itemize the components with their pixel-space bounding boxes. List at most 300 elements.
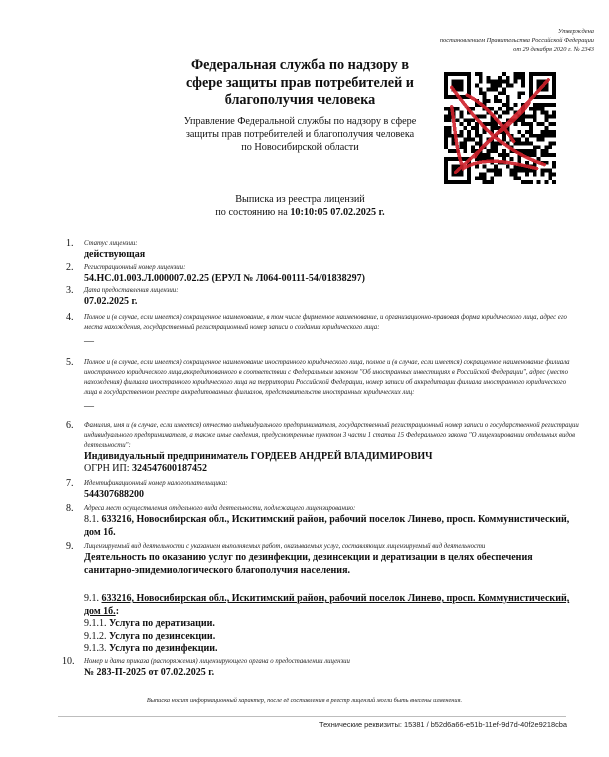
qr-module: [502, 149, 506, 153]
item-number: 1.: [66, 238, 74, 249]
qr-module: [459, 130, 463, 134]
extract-title: Выписка из реестра лицензий: [235, 194, 365, 205]
qr-module: [510, 107, 514, 111]
qr-module: [475, 142, 479, 146]
qr-module: [494, 84, 498, 88]
approval-line-1: Утверждена: [557, 28, 594, 35]
item-inn: [60, 478, 580, 502]
qr-module: [548, 103, 552, 107]
qr-module: [544, 111, 548, 115]
qr-module: [467, 176, 471, 180]
qr-module: [459, 80, 463, 84]
qr-code-icon: [444, 72, 556, 184]
item-order: [60, 656, 580, 680]
item-number: 8.: [66, 503, 74, 514]
qr-module: [548, 172, 552, 176]
qr-module: [463, 138, 467, 142]
qr-module: [514, 103, 518, 107]
qr-module: [483, 114, 487, 118]
qr-module: [506, 84, 510, 88]
item-value: № 283-П-2025 от 07.02.2025 г.: [84, 666, 215, 678]
qr-module: [529, 180, 533, 184]
qr-module: [475, 130, 479, 134]
qr-module: [463, 142, 467, 146]
qr-module: [525, 161, 529, 165]
qr-module: [444, 157, 448, 161]
qr-module: [541, 72, 545, 76]
qr-module: [498, 169, 502, 173]
qr-module: [490, 80, 494, 84]
qr-module: [544, 153, 548, 157]
qr-module: [502, 103, 506, 107]
qr-module: [456, 80, 460, 84]
qr-module: [548, 142, 552, 146]
qr-module: [541, 153, 545, 157]
qr-module: [459, 87, 463, 91]
qr-module: [541, 107, 545, 111]
qr-module: [506, 111, 510, 115]
qr-module: [490, 107, 494, 111]
qr-module: [456, 180, 460, 184]
qr-module: [452, 149, 456, 153]
as-of-prefix: по состоянию на: [215, 206, 288, 218]
qr-module: [510, 172, 514, 176]
qr-module: [448, 114, 452, 118]
qr-module: [498, 80, 502, 84]
department-name: Управление Федеральной службы по надзору в сфере защиты прав потребителей и благополучия человека по Новосибирской области: [183, 116, 417, 153]
qr-module: [510, 169, 514, 173]
item-value: 544307688200: [84, 488, 144, 500]
qr-module: [486, 169, 490, 173]
qr-module: [483, 153, 487, 157]
qr-module: [444, 145, 448, 149]
qr-module: [463, 180, 467, 184]
qr-module: [490, 122, 494, 126]
qr-module: [486, 87, 490, 91]
qr-module: [456, 72, 460, 76]
qr-module: [514, 76, 518, 80]
qr-module: [552, 72, 556, 76]
qr-module: [552, 95, 556, 99]
qr-module: [514, 169, 518, 173]
qr-module: [548, 72, 552, 76]
activity-address-line: [84, 593, 580, 618]
item-label: Номер и дата приказа (распоряжения) лицензирующего органа о предоставлении лицензии: [84, 657, 350, 665]
footer-divider: [58, 716, 566, 717]
qr-module: [541, 122, 545, 126]
qr-module: [475, 84, 479, 88]
qr-module: [494, 149, 498, 153]
qr-module: [467, 122, 471, 126]
qr-module: [459, 134, 463, 138]
qr-module: [463, 126, 467, 130]
qr-module: [529, 126, 533, 130]
qr-module: [502, 72, 506, 76]
qr-module: [490, 118, 494, 122]
qr-module: [467, 134, 471, 138]
qr-module: [444, 138, 448, 142]
qr-module: [448, 149, 452, 153]
qr-module: [510, 84, 514, 88]
qr-module: [552, 165, 556, 169]
qr-module: [498, 76, 502, 80]
qr-module: [463, 72, 467, 76]
qr-module: [444, 95, 448, 99]
item-entrepreneur: [60, 420, 580, 476]
qr-module: [517, 142, 521, 146]
qr-module: [459, 111, 463, 115]
qr-module: [475, 126, 479, 130]
qr-module: [452, 80, 456, 84]
qr-module: [533, 72, 537, 76]
qr-module: [529, 72, 533, 76]
qr-module: [479, 138, 483, 142]
item-number: 10.: [62, 655, 75, 667]
tech-label: Технические реквизиты:: [319, 720, 402, 729]
qr-module: [467, 87, 471, 91]
qr-module: [494, 142, 498, 146]
qr-module: [514, 176, 518, 180]
sub-number: 9.1.1.: [84, 618, 107, 629]
approval-line-3: от 29 декабря 2020 г. № 2343: [513, 46, 594, 53]
qr-module: [467, 118, 471, 122]
item-label: Дата предоставления лицензии:: [84, 287, 179, 294]
qr-module: [521, 134, 525, 138]
qr-module: [490, 87, 494, 91]
qr-module: [471, 149, 475, 153]
qr-module: [471, 118, 475, 122]
qr-module: [537, 180, 541, 184]
qr-module: [494, 172, 498, 176]
qr-module: [552, 161, 556, 165]
qr-module: [529, 130, 533, 134]
item-reg-number: [60, 262, 580, 286]
qr-module: [541, 103, 545, 107]
qr-module: [498, 91, 502, 95]
qr-module: [517, 76, 521, 80]
qr-module: [541, 134, 545, 138]
qr-module: [533, 118, 537, 122]
qr-module: [544, 118, 548, 122]
qr-module: [521, 118, 525, 122]
qr-module: [490, 149, 494, 153]
qr-module: [548, 122, 552, 126]
item-value: Индивидуальный предприниматель ГОРДЕЕВ АНДРЕЙ ВЛАДИМИРОВИЧ: [84, 450, 433, 462]
qr-module: [494, 169, 498, 173]
qr-module: [537, 122, 541, 126]
qr-module: [541, 130, 545, 134]
qr-module: [533, 111, 537, 115]
qr-module: [463, 149, 467, 153]
qr-module: [506, 103, 510, 107]
qr-module: [525, 122, 529, 126]
qr-module: [533, 134, 537, 138]
qr-module: [529, 76, 533, 80]
qr-module: [517, 91, 521, 95]
qr-module: [529, 142, 533, 146]
qr-module: [514, 172, 518, 176]
qr-module: [479, 87, 483, 91]
qr-module: [552, 111, 556, 115]
qr-module: [541, 95, 545, 99]
qr-module: [517, 157, 521, 161]
qr-module: [544, 134, 548, 138]
qr-module: [525, 142, 529, 146]
qr-module: [529, 149, 533, 153]
item-label: Фамилия, имя и (в случае, если имеется) отчество индивидуального предпринимателя, государственный регистрационный номер записи о государственной регистрации индивидуального предпринимателя, а также иные сведения, предусмотренные пунктом 3 части 1 статьи 15 Федерального закона "О лицензировании отдельных видов деятельности":: [84, 421, 579, 449]
qr-module: [467, 172, 471, 176]
qr-module: [548, 145, 552, 149]
tech-value: 15381 / b52d6a66-e51b-11ef-9d7d-40f2e9218cba: [403, 720, 567, 729]
qr-module: [490, 176, 494, 180]
qr-module: [521, 169, 525, 173]
qr-module: [506, 107, 510, 111]
qr-module: [506, 95, 510, 99]
qr-module: [521, 114, 525, 118]
qr-module: [552, 130, 556, 134]
qr-module: [548, 169, 552, 173]
qr-module: [552, 142, 556, 146]
qr-module: [517, 169, 521, 173]
qr-module: [444, 134, 448, 138]
qr-module: [533, 149, 537, 153]
qr-module: [444, 87, 448, 91]
qr-module: [494, 111, 498, 115]
qr-module: [529, 114, 533, 118]
qr-module: [494, 126, 498, 130]
qr-module: [541, 169, 545, 173]
qr-module: [479, 91, 483, 95]
qr-module: [552, 172, 556, 176]
sub-number: 9.1.3.: [84, 643, 107, 654]
service-line: [84, 618, 580, 631]
qr-module: [525, 180, 529, 184]
item-issue-date: [60, 285, 580, 309]
qr-module: [486, 99, 490, 103]
qr-module: [548, 134, 552, 138]
qr-module: [486, 180, 490, 184]
ogrn-value: 324547600187452: [132, 463, 208, 474]
qr-module: [444, 107, 448, 111]
qr-module: [475, 72, 479, 76]
item-value: действующая: [84, 249, 146, 260]
qr-module: [444, 161, 448, 165]
qr-module: [459, 72, 463, 76]
qr-module: [510, 157, 514, 161]
sub-number: 9.1.2.: [84, 630, 107, 642]
qr-module: [521, 80, 525, 84]
qr-module: [529, 91, 533, 95]
qr-module: [444, 84, 448, 88]
qr-module: [459, 122, 463, 126]
qr-module: [452, 95, 456, 99]
qr-module: [467, 130, 471, 134]
qr-module: [541, 111, 545, 115]
qr-module: [475, 176, 479, 180]
item-locations: [60, 503, 580, 539]
qr-module: [494, 95, 498, 99]
qr-module: [459, 145, 463, 149]
license-items: [60, 238, 580, 679]
qr-module: [552, 103, 556, 107]
qr-module: [448, 95, 452, 99]
qr-module: [544, 103, 548, 107]
item-number: 2.: [66, 261, 74, 273]
qr-module: [502, 87, 506, 91]
qr-module: [498, 153, 502, 157]
approval-line-2: постановлением Правительства Российской Федерации: [439, 37, 594, 44]
qr-module: [521, 76, 525, 80]
qr-module: [483, 91, 487, 95]
qr-module: [517, 138, 521, 142]
qr-module: [544, 114, 548, 118]
qr-module: [498, 99, 502, 103]
qr-module: [521, 122, 525, 126]
qr-module: [467, 72, 471, 76]
qr-module: [514, 80, 518, 84]
qr-module: [525, 172, 529, 176]
qr-module: [544, 126, 548, 130]
qr-module: [529, 84, 533, 88]
qr-module: [529, 87, 533, 91]
activity-address: 633216, Новосибирская обл., Искитимский район, рабочий поселок Линево, просп. Коммунистический, дом 1б.: [84, 593, 570, 617]
agency-title: Федеральная служба по надзору в сфере защиты прав потребителей и благополучия человека: [186, 57, 414, 108]
qr-module: [483, 180, 487, 184]
qr-module: [506, 80, 510, 84]
qr-module: [448, 134, 452, 138]
qr-module: [444, 176, 448, 180]
qr-module: [479, 176, 483, 180]
service-line: [84, 631, 580, 644]
qr-module: [494, 145, 498, 149]
qr-module: [544, 149, 548, 153]
qr-module: [544, 169, 548, 173]
qr-module: [537, 80, 541, 84]
qr-module: [448, 157, 452, 161]
qr-module: [467, 138, 471, 142]
qr-module: [490, 145, 494, 149]
qr-module: [506, 99, 510, 103]
qr-module: [494, 165, 498, 169]
qr-module: [552, 91, 556, 95]
item-value: Деятельность по оказанию услуг по дезинфекции, дезинсекции и дератизации в целях обеспечения санитарно-эпидемиологического благополучия населения.: [84, 552, 533, 576]
qr-module: [529, 122, 533, 126]
location-address: 633216, Новосибирская обл., Искитимский район, рабочий поселок Линево, просп. Коммунистический, дом 1б.: [84, 514, 570, 538]
qr-module: [486, 76, 490, 80]
qr-module: [533, 153, 537, 157]
qr-module: [486, 149, 490, 153]
qr-module: [448, 72, 452, 76]
qr-module: [467, 76, 471, 80]
qr-module: [467, 180, 471, 184]
item-value: —: [84, 400, 94, 412]
qr-module: [459, 172, 463, 176]
qr-module: [533, 145, 537, 149]
ogrn-line: [84, 463, 580, 476]
address-suffix: :: [115, 605, 120, 617]
qr-module: [444, 180, 448, 184]
qr-module: [483, 99, 487, 103]
item-status: [60, 238, 580, 262]
qr-module: [452, 157, 456, 161]
qr-module: [552, 122, 556, 126]
qr-module: [448, 118, 452, 122]
qr-module: [479, 134, 483, 138]
qr-module: [444, 72, 448, 76]
qr-module: [494, 87, 498, 91]
qr-module: [494, 99, 498, 103]
qr-module: [502, 80, 506, 84]
qr-module: [521, 142, 525, 146]
qr-module: [548, 176, 552, 180]
qr-module: [498, 114, 502, 118]
item-label: Полное и (в случае, если имеется) сокращенное наименование, в том числе фирменное наименование, и организационно-правовая форма юридического лица, адрес его места нахождения, государственный регистрационный номер записи о создании юридического лица:: [84, 313, 567, 331]
qr-module: [467, 84, 471, 88]
item-number: 5.: [66, 356, 74, 368]
qr-module: [517, 95, 521, 99]
qr-module: [479, 80, 483, 84]
qr-module: [502, 153, 506, 157]
service-line: [84, 643, 580, 656]
qr-module: [467, 169, 471, 173]
qr-module: [544, 180, 548, 184]
qr-module: [444, 118, 448, 122]
disclaimer-note: Выписка носит информационный характер, после её составления в реестр лицензий могли быть внесены изменения.: [146, 697, 463, 704]
item-number: 7.: [66, 477, 74, 489]
item-value: 07.02.2025 г.: [84, 296, 138, 307]
qr-module: [486, 80, 490, 84]
qr-module: [544, 145, 548, 149]
qr-module: [544, 87, 548, 91]
qr-module: [537, 72, 541, 76]
qr-module: [444, 169, 448, 173]
qr-module: [544, 130, 548, 134]
qr-module: [479, 114, 483, 118]
qr-module: [459, 142, 463, 146]
qr-module: [448, 180, 452, 184]
qr-module: [521, 72, 525, 76]
qr-module: [448, 126, 452, 130]
qr-module: [444, 130, 448, 134]
as-of-value: 10:10:05 07.02.2025 г.: [290, 206, 385, 218]
item-label: Лицензируемый вид деятельности с указанием выполняемых работ, оказываемых услуг, составляющих лицензируемый вид деятельности: [84, 543, 486, 550]
qr-module: [444, 114, 448, 118]
qr-module: [502, 91, 506, 95]
qr-module: [548, 153, 552, 157]
item-number: 6.: [66, 419, 74, 431]
item-label: Адреса мест осуществления отдельного вида деятельности, подлежащего лицензированию:: [84, 505, 356, 512]
sub-number: 8.1.: [84, 514, 99, 525]
qr-module: [444, 142, 448, 146]
qr-module: [498, 107, 502, 111]
qr-module: [548, 114, 552, 118]
item-label: Полное и (в случае, если имеется) сокращенное наименование иностранного юридического лица, полное и (в случае, если имеется) сокращенное наименование филиала иностранного юридического лица,аккредитованного в соответствии с Федеральным законом "Об иностранных инвестициях в Российской Федерации", адрес (место нахождения) филиала иностранного юридического лица на территории Российской Федерации, номер записи об аккредитации филиала иностранного юридического лица в государственном реестре аккредитованных филиалов, представительств иностранных юридических лиц:: [84, 358, 570, 396]
qr-module: [537, 138, 541, 142]
qr-module: [517, 72, 521, 76]
qr-module: [506, 153, 510, 157]
qr-module: [537, 95, 541, 99]
qr-module: [541, 138, 545, 142]
qr-module: [525, 138, 529, 142]
qr-module: [506, 76, 510, 80]
qr-module: [486, 122, 490, 126]
qr-module: [490, 169, 494, 173]
qr-module: [517, 130, 521, 134]
qr-module: [498, 84, 502, 88]
qr-module: [537, 134, 541, 138]
qr-module: [537, 107, 541, 111]
qr-module: [483, 172, 487, 176]
